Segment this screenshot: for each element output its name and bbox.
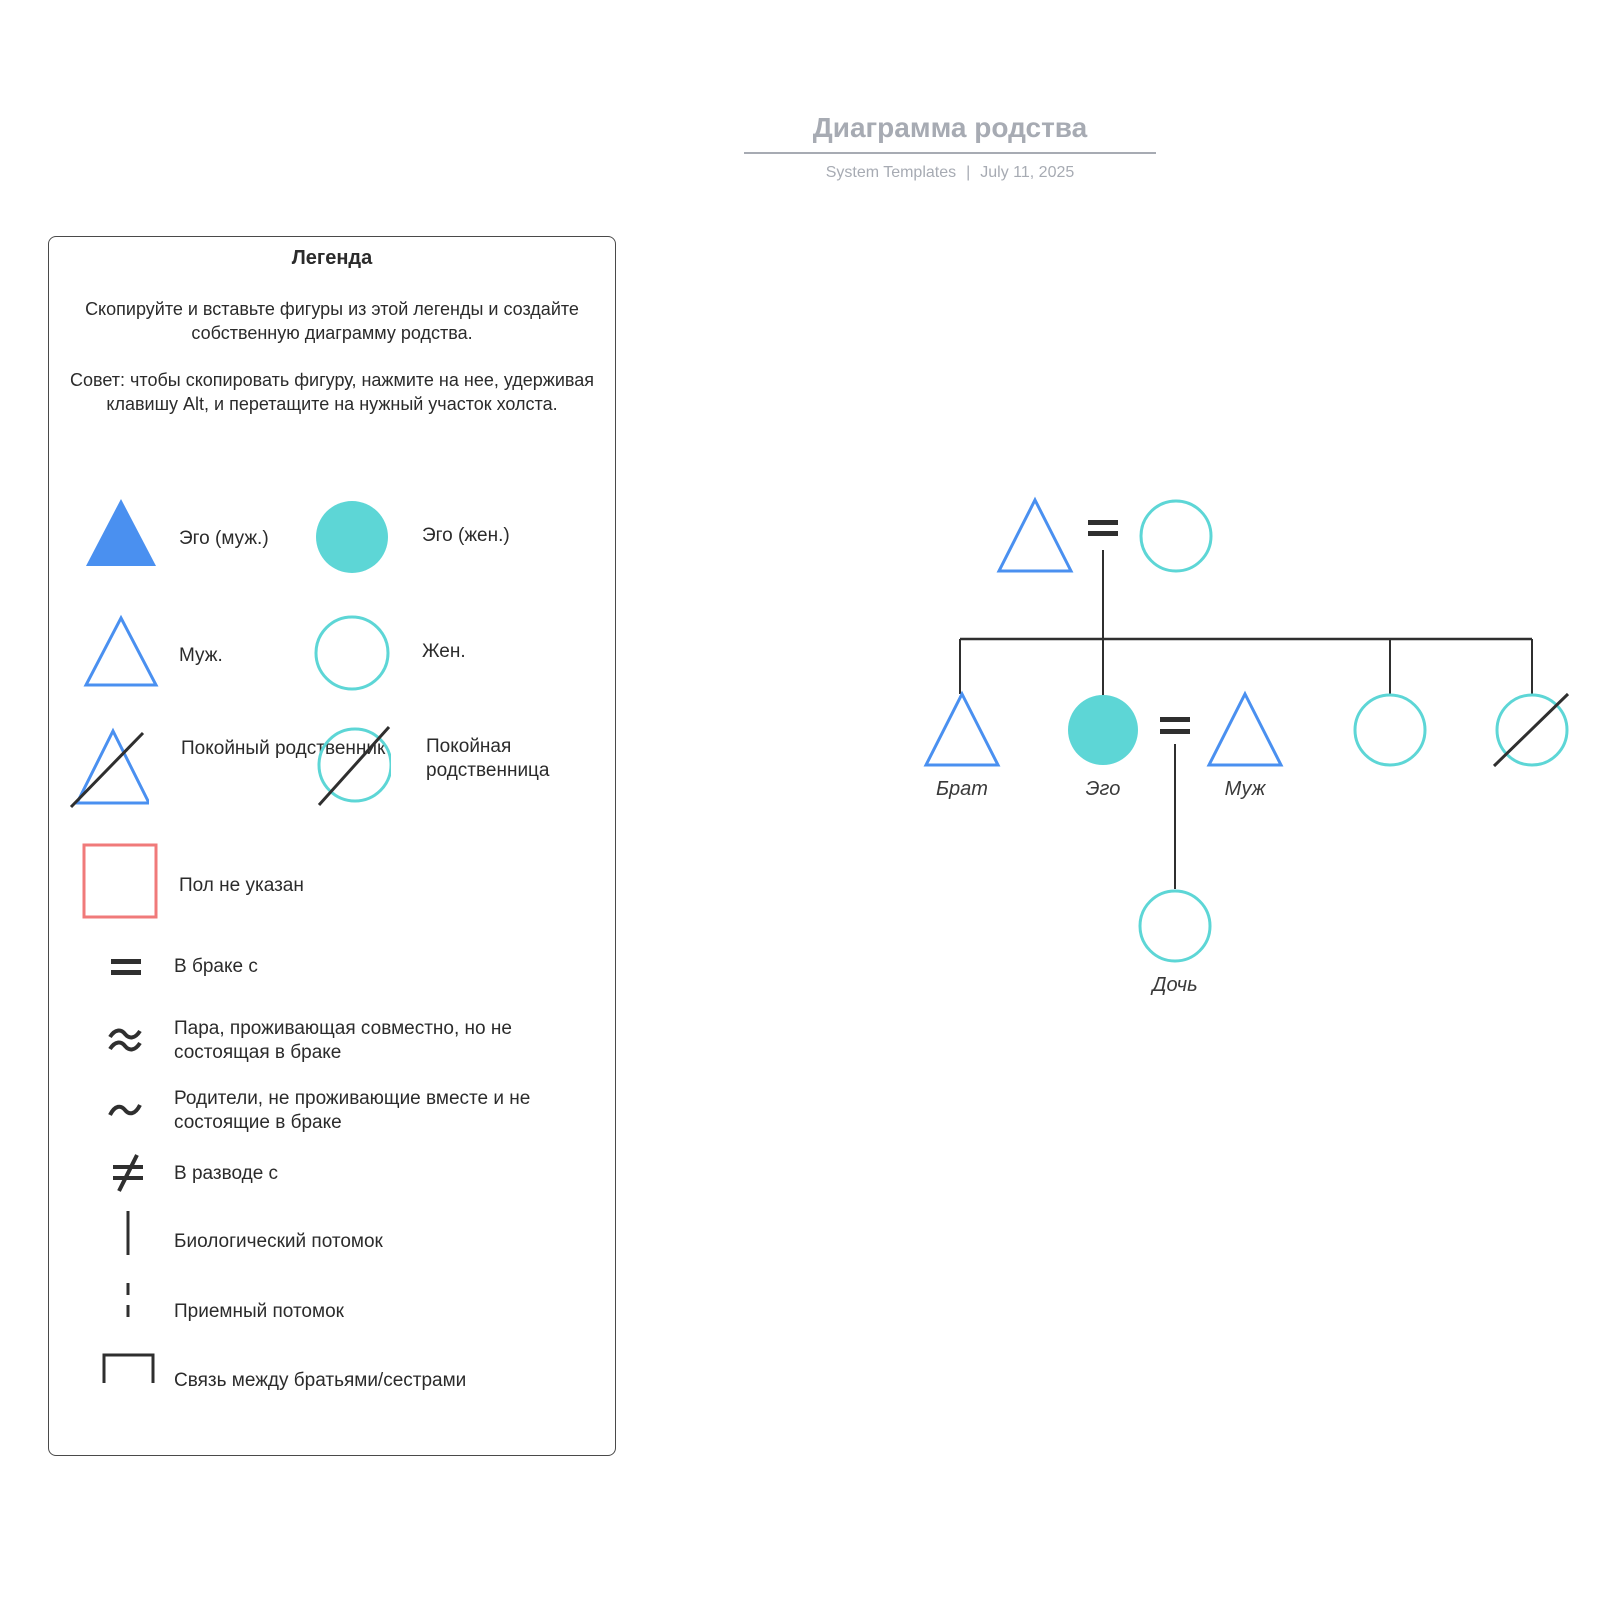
legend-label-unspecified: Пол не указан: [179, 875, 304, 896]
mother-circle[interactable]: [1141, 501, 1211, 571]
brother-triangle[interactable]: [926, 694, 998, 765]
ego-filled-circle[interactable]: [1068, 695, 1138, 765]
legend-label-siblings: Связь между братьями/сестрами: [174, 1370, 467, 1391]
page-title: Диаграмма родства: [744, 110, 1156, 154]
husband-triangle[interactable]: [1209, 694, 1281, 765]
template-source: System Templates: [825, 164, 957, 181]
legend-label-separate-parents: Родители, не проживающие вместе и не состоящие в браке: [174, 1088, 531, 1133]
label-daughter: Дочь: [1152, 974, 1198, 996]
deceased-sister[interactable]: [1494, 694, 1568, 766]
father-triangle[interactable]: [999, 500, 1071, 571]
legend-label-male: Муж.: [179, 645, 223, 666]
legend-tip: Совет: чтобы скопировать фигуру, нажмите на нее, удерживая клавишу Alt, и перетащите на нужный участок холста.: [70, 370, 594, 414]
legend-label-ego-male: Эго (муж.): [179, 528, 269, 549]
legend-label-biological: Биологический потомок: [174, 1231, 383, 1252]
legend-description: Скопируйте и вставьте фигуры из этой легенды и создайте собственную диаграмму родства.: [85, 299, 579, 343]
template-date: July 11, 2025: [980, 164, 1075, 181]
meta-separator: |: [966, 164, 971, 181]
ego-married-equals-icon[interactable]: [1160, 717, 1190, 734]
label-husband: Муж: [1224, 778, 1266, 800]
legend-label-ego-female: Эго (жен.): [422, 525, 510, 546]
legend-label-deceased-male: Покойный родственник: [181, 738, 386, 759]
legend-label-married: В браке с: [174, 956, 258, 977]
legend-label-cohabiting: Пара, проживающая совместно, но не состоящая в браке: [174, 1018, 512, 1063]
legend-title: Легенда: [291, 247, 373, 269]
legend-label-female: Жен.: [422, 641, 466, 662]
parents-married-equals-icon[interactable]: [1088, 520, 1118, 536]
legend-label-divorced: В разводе с: [174, 1163, 279, 1184]
legend-label-deceased-female: Покойная родственница: [426, 736, 550, 781]
sibling-connector[interactable]: [960, 639, 1532, 696]
sister-circle[interactable]: [1355, 695, 1425, 765]
label-ego: Эго: [1085, 778, 1121, 800]
label-brother: Брат: [936, 778, 988, 800]
legend-label-adopted: Приемный потомок: [174, 1301, 344, 1322]
daughter-circle[interactable]: [1140, 891, 1210, 961]
